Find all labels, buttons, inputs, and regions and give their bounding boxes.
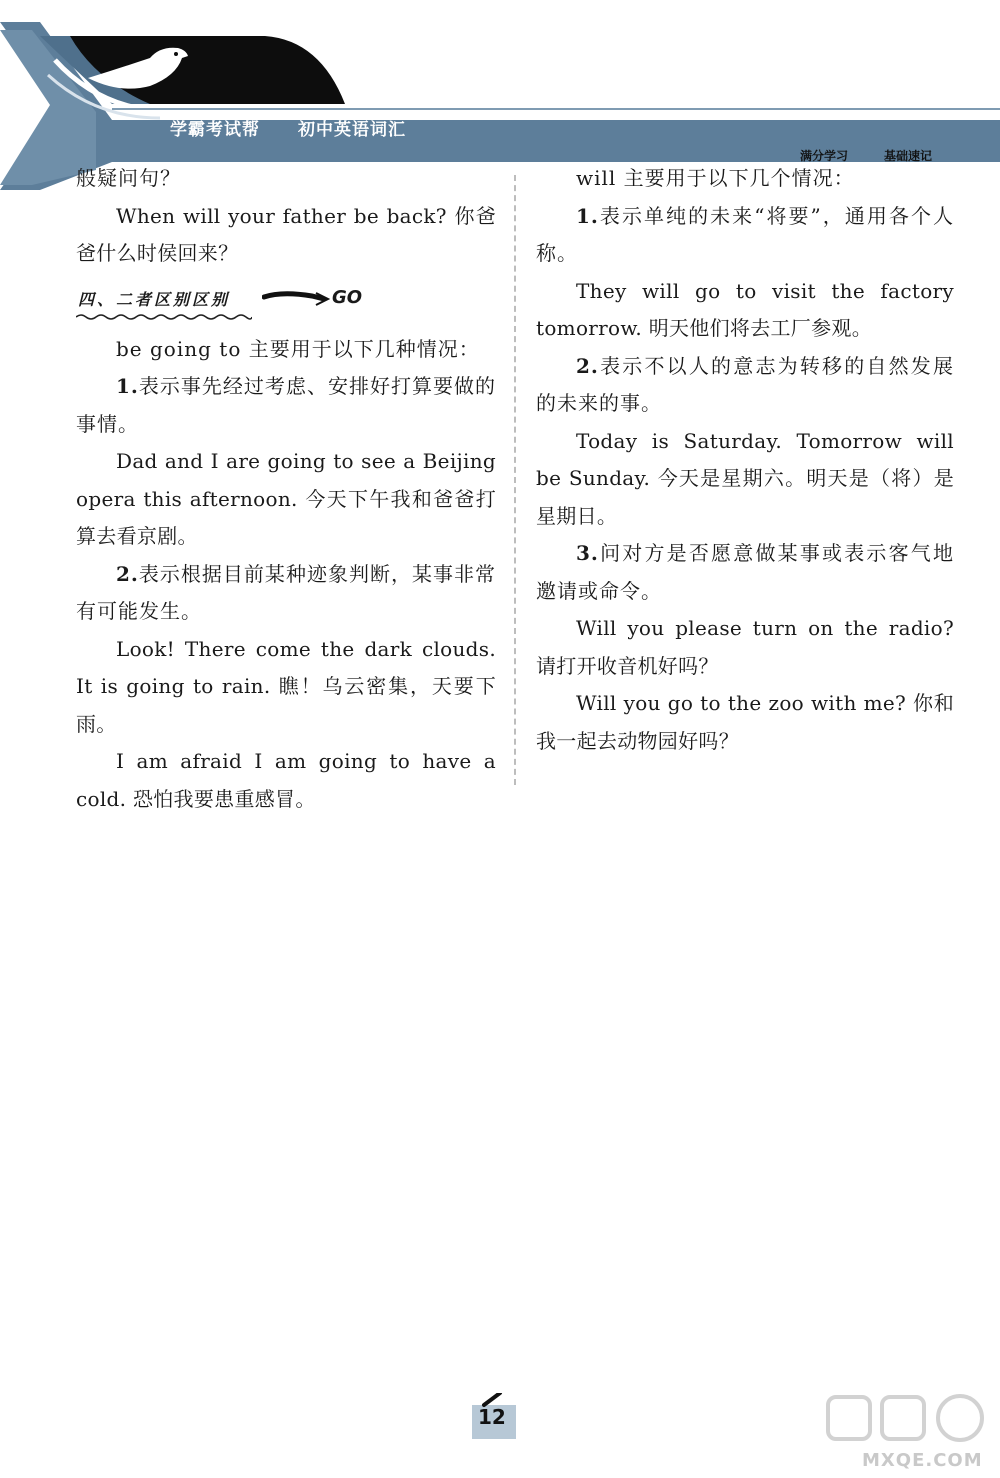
section-heading xyxy=(76,279,496,331)
right-paragraph-8: Will you go to the zoo with me? 你和我一起去动物园好吗？ xyxy=(536,691,954,753)
left-paragraph-4: 1.表示事先经过考虑、安排好打算要做的事情。 xyxy=(76,374,496,436)
header-tag-right: 基础速记 xyxy=(884,149,933,163)
section-heading-text: 四、二者区别区别 xyxy=(78,289,231,309)
left-paragraph-1: 般疑问句？ xyxy=(76,166,181,190)
column-divider xyxy=(514,175,516,785)
arrow-icon xyxy=(262,287,332,311)
page-number: 12 xyxy=(478,1405,506,1429)
right-paragraph-4: 2.表示不以人的意志为转移的自然发展的未来的事。 xyxy=(536,353,954,415)
right-paragraph-7: Will you please turn on the radio? 请打开收音机好吗？ xyxy=(536,616,954,678)
right-paragraph-6: 3.问对方是否愿意做某事或表示客气地邀请或命令。 xyxy=(536,541,954,603)
left-column xyxy=(76,160,496,818)
header-tag-left: 满分学习 xyxy=(800,149,849,163)
left-paragraph-5: Dad and I are going to see a Beijing opera this afternoon. 今天下午我和爸爸打算去看京剧。 xyxy=(76,449,496,548)
left-paragraph-6: 2.表示根据目前某种迹象判断，某事非常有可能发生。 xyxy=(76,561,496,623)
right-column xyxy=(536,160,954,760)
wavy-underline xyxy=(76,313,252,321)
go-label: GO xyxy=(332,286,363,308)
left-paragraph-8: I am afraid I am going to have a cold. 恐怕我要患重感冒。 xyxy=(76,749,496,811)
watermark-text: MXQE.COM xyxy=(862,1450,983,1471)
book-title: 学霸考试帮 xyxy=(170,120,260,140)
right-paragraph-5: Today is Saturday. Tomorrow will be Sunday. 今天是星期六。明天是（将）是星期日。 xyxy=(536,428,954,528)
right-paragraph-1: will 主要用于以下几个情况： xyxy=(576,166,855,190)
left-paragraph-2: When will your father be back? 你爸爸什么时侯回来？ xyxy=(76,203,496,265)
left-paragraph-7: Look! There come the dark clouds. It is going to rain. 瞧！乌云密集，天要下雨。 xyxy=(76,636,496,736)
book-subtitle: 初中英语词汇 xyxy=(298,120,406,140)
right-paragraph-3: They will go to visit the factory tomorrow. 明天他们将去工厂参观。 xyxy=(536,278,954,340)
right-paragraph-2: 1.表示单纯的未来“将要”，通用各个人称。 xyxy=(536,203,954,265)
left-paragraph-3: be going to 主要用于以下几种情况： xyxy=(116,336,480,361)
